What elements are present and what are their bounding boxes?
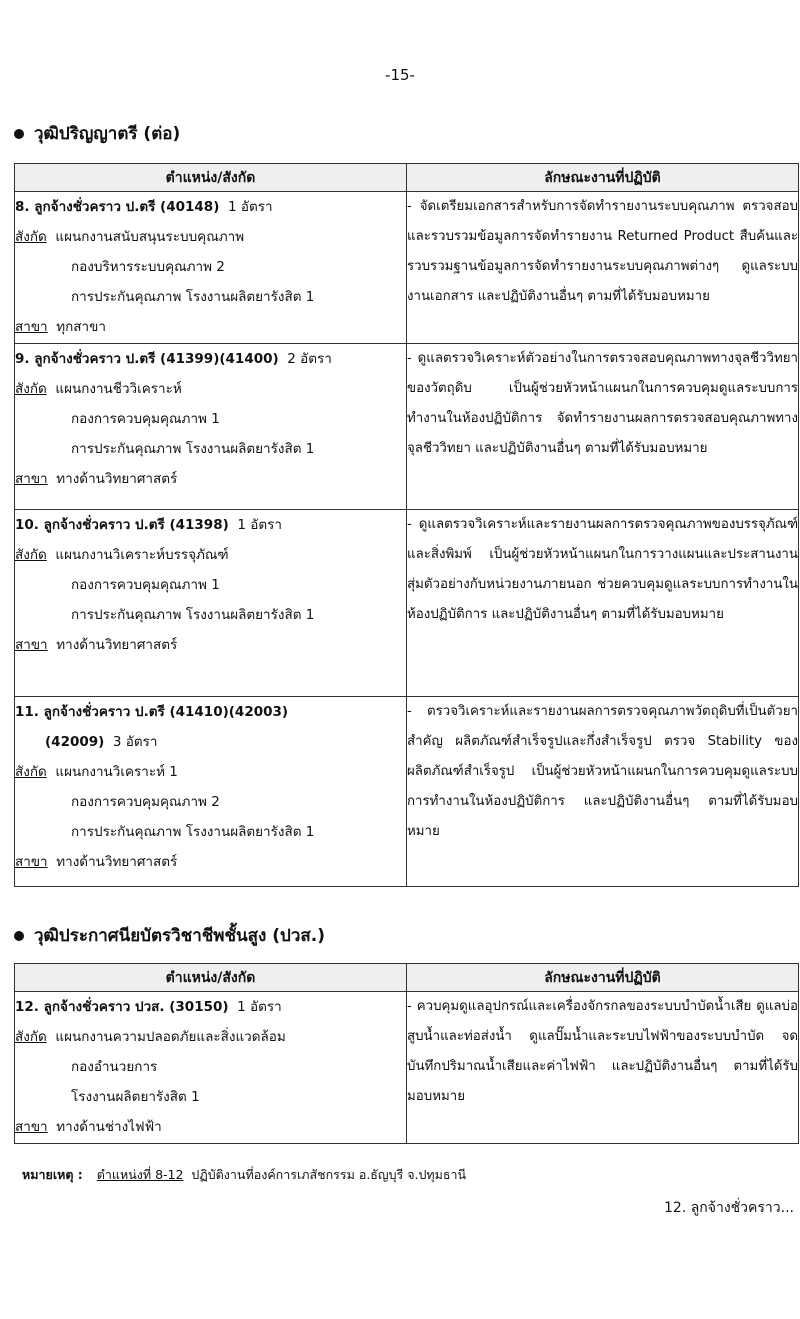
column-header-duties: ลักษณะงานที่ปฏิบัติ	[407, 164, 799, 192]
affiliation-line: แผนกงานวิเคราะห์ 1	[55, 764, 178, 780]
position-cell	[15, 697, 407, 887]
bullet-icon	[14, 129, 24, 139]
affiliation-line: กองการควบคุมคุณภาพ 1	[71, 411, 220, 427]
section-heading-text: วุฒิปริญญาตรี (ต่อ)	[34, 124, 181, 144]
table-row	[15, 344, 799, 510]
affiliation-line: กองบริหารระบบคุณภาพ 2	[71, 259, 225, 275]
affiliation-label: สังกัด	[15, 1029, 47, 1045]
position-quantity: 1 อัตรา	[227, 199, 273, 215]
affiliation-line: แผนกงานชีววิเคราะห์	[55, 381, 182, 397]
affiliation-label: สังกัด	[15, 764, 47, 780]
position-quantity: 1 อัตรา	[237, 517, 282, 533]
branch-value: ทางด้านวิทยาศาสตร์	[56, 471, 178, 487]
footnote-reference: ตำแหน่งที่ 8-12	[96, 1167, 184, 1182]
footnote-label: หมายเหตุ :	[22, 1167, 83, 1182]
affiliation-line: กองการควบคุมคุณภาพ 1	[71, 577, 220, 593]
table-row	[15, 510, 799, 697]
duty-description: - ดูแลตรวจวิเคราะห์และรายงานผลการตรวจคุณภาพของบรรจุภัณฑ์และสิ่งพิมพ์ เป็นผู้ช่วยหัวหน้าแผนกในการวางแผนและประสานงานสุ่มตัวอย่างกับหน่วยงานภายนอก ช่วยควบคุมดูแลระบบการทำงานในห้องปฏิบัติการ และปฏิบัติงานอื่นๆ ตามที่ได้รับมอบหมาย	[407, 510, 799, 697]
affiliation-label: สังกัด	[15, 547, 47, 563]
affiliation-line: การประกันคุณภาพ โรงงานผลิตยารังสิต 1	[71, 824, 315, 840]
table-header-row	[15, 164, 799, 192]
affiliation-line: โรงงานผลิตยารังสิต 1	[71, 1089, 200, 1105]
section-heading-bachelor	[14, 120, 180, 147]
bachelor-jobs-table	[14, 163, 799, 887]
branch-label: สาขา	[15, 637, 48, 653]
branch-value: ทางด้านวิทยาศาสตร์	[56, 854, 178, 870]
position-cell	[15, 344, 407, 510]
table-row	[15, 697, 799, 887]
section-heading-text: วุฒิประกาศนียบัตรวิชาชีพชั้นสูง (ปวส.)	[34, 926, 325, 946]
position-title: 9. ลูกจ้างชั่วคราว ป.ตรี (41399)(41400)	[15, 351, 279, 367]
position-title: 8. ลูกจ้างชั่วคราว ป.ตรี (40148)	[15, 199, 220, 215]
duty-description: - ควบคุมดูแลอุปกรณ์และเครื่องจักรกลของระบบบำบัดน้ำเสีย ดูแลบ่อสูบน้ำและท่อส่งน้ำ ดูแลปั๊มน้ำและระบบไฟฟ้าของระบบบำบัด จดบันทึกปริมาณน้ำเสียและค่าไฟฟ้า และปฏิบัติงานอื่นๆ ตามที่ได้รับมอบหมาย	[407, 992, 799, 1144]
affiliation-line: กองอำนวยการ	[71, 1059, 158, 1075]
branch-label: สาขา	[15, 471, 48, 487]
position-title: 10. ลูกจ้างชั่วคราว ป.ตรี (41398)	[15, 517, 229, 533]
branch-label: สาขา	[15, 1119, 48, 1135]
page-number: -15-	[385, 66, 415, 84]
section-heading-diploma	[14, 922, 325, 949]
affiliation-label: สังกัด	[15, 381, 47, 397]
position-title: 11. ลูกจ้างชั่วคราว ป.ตรี (41410)(42003)	[15, 704, 289, 720]
affiliation-line: การประกันคุณภาพ โรงงานผลิตยารังสิต 1	[71, 441, 315, 457]
table-row	[15, 992, 799, 1144]
position-cell	[15, 992, 407, 1144]
branch-label: สาขา	[15, 854, 48, 870]
position-title-continued: (42009)	[45, 734, 105, 750]
position-quantity: 1 อัตรา	[237, 999, 282, 1015]
diploma-jobs-table	[14, 963, 799, 1144]
duty-description: - ดูแลตรวจวิเคราะห์ตัวอย่างในการตรวจสอบคุณภาพทางจุลชีววิทยาของวัตถุดิบ เป็นผู้ช่วยหัวหน้าแผนกในการควบคุมดูแลระบบการทำงานในห้องปฏิบัติการ จัดทำรายงานผลการตรวจสอบคุณภาพทางจุลชีววิทยา และปฏิบัติงานอื่นๆ ตามที่ได้รับมอบหมาย	[407, 344, 799, 510]
duty-description: - จัดเตรียมเอกสารสำหรับการจัดทำรายงานระบบคุณภาพ ตรวจสอบและรวบรวมข้อมูลการจัดทำรายงาน Returned Product สืบค้นและรวบรวมฐานข้อมูลการจัดทำรายงานระบบคุณภาพต่างๆ ดูแลระบบงานเอกสาร และปฏิบัติงานอื่นๆ ตามที่ได้รับมอบหมาย	[407, 192, 799, 344]
column-header-position: ตำแหน่ง/สังกัด	[15, 964, 407, 992]
affiliation-line: กองการควบคุมคุณภาพ 2	[71, 794, 220, 810]
affiliation-line: การประกันคุณภาพ โรงงานผลิตยารังสิต 1	[71, 607, 315, 623]
footnote	[22, 1165, 466, 1185]
position-quantity: 2 อัตรา	[287, 351, 332, 367]
duty-description: - ตรวจวิเคราะห์และรายงานผลการตรวจคุณภาพวัตถุดิบที่เป็นตัวยาสำคัญ ผลิตภัณฑ์สำเร็จรูปและกึ่งสำเร็จรูป ตรวจ Stability ของผลิตภัณฑ์สำเร็จรูป เป็นผู้ช่วยหัวหน้าแผนกในการควบคุมดูแลระบบการทำงานในห้องปฏิบัติการ และปฏิบัติงานอื่นๆ ตามที่ได้รับมอบหมาย	[407, 697, 799, 887]
branch-label: สาขา	[15, 319, 48, 335]
footnote-text: ปฏิบัติงานที่องค์การเภสัชกรรม อ.ธัญบุรี จ.ปทุมธานี	[191, 1167, 467, 1182]
table-header-row	[15, 964, 799, 992]
branch-value: ทางด้านวิทยาศาสตร์	[56, 637, 178, 653]
table-row	[15, 192, 799, 344]
position-quantity: 3 อัตรา	[112, 734, 158, 750]
affiliation-line: การประกันคุณภาพ โรงงานผลิตยารังสิต 1	[71, 289, 315, 305]
bullet-icon	[14, 931, 24, 941]
affiliation-label: สังกัด	[15, 229, 47, 245]
affiliation-line: แผนกงานสนับสนุนระบบคุณภาพ	[55, 229, 245, 245]
column-header-duties: ลักษณะงานที่ปฏิบัติ	[407, 964, 799, 992]
column-header-position: ตำแหน่ง/สังกัด	[15, 164, 407, 192]
affiliation-line: แผนกงานวิเคราะห์บรรจุภัณฑ์	[55, 547, 229, 563]
position-cell	[15, 510, 407, 697]
position-title: 12. ลูกจ้างชั่วคราว ปวส. (30150)	[15, 999, 229, 1015]
page-continuation: 12. ลูกจ้างชั่วคราว...	[664, 1200, 794, 1216]
branch-value: ทางด้านช่างไฟฟ้า	[56, 1119, 162, 1135]
position-cell	[15, 192, 407, 344]
branch-value: ทุกสาขา	[56, 319, 106, 335]
affiliation-line: แผนกงานความปลอดภัยและสิ่งแวดล้อม	[55, 1029, 286, 1045]
